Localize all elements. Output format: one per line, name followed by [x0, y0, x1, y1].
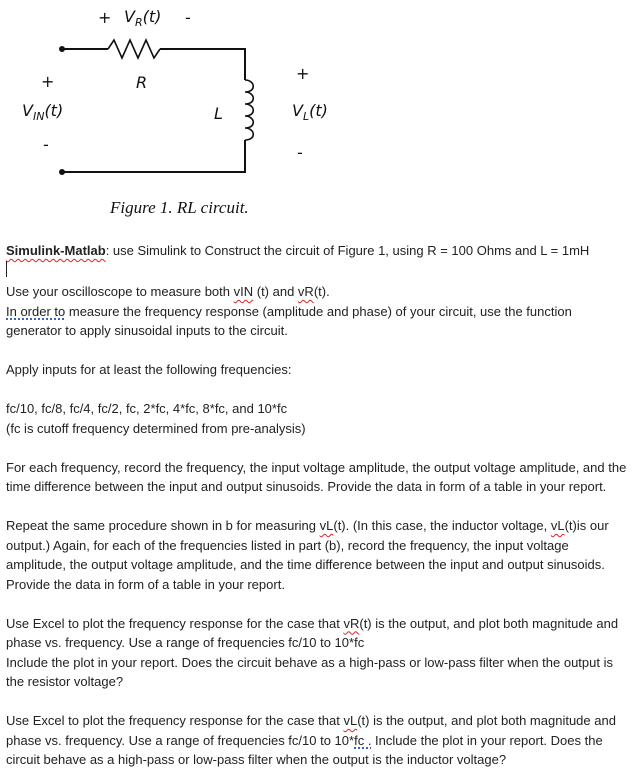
paragraph-apply-inputs: Apply inputs for at least the following frequencies:	[6, 362, 292, 377]
vin-symbol: V	[22, 101, 33, 120]
vl-word-1: vL	[319, 518, 334, 533]
vr-plus-sign: +	[98, 8, 112, 27]
vl-subscript: L	[302, 110, 310, 124]
vl-symbol: V	[292, 101, 303, 120]
paragraph-oscilloscope: Use your oscilloscope to measure both vIN (t) and vR(t).	[6, 284, 330, 299]
fc-word: fc .	[354, 732, 372, 748]
task-heading	[6, 241, 630, 261]
vl-minus-sign: -	[297, 143, 303, 162]
paragraph-record-data: For each frequency, record the frequency, the input voltage amplitude, the output voltage amplitude, and the time difference between the input and output sinusoids. Provide the data in form of a table in your report.	[6, 459, 627, 494]
document-body	[6, 241, 630, 770]
paragraph-frequency-response: In order to measure the frequency response (amplitude and phase) of your circuit, use the function generator to apply sinusoidal inputs to the circuit.	[6, 303, 572, 338]
vl-word-3: vL	[343, 713, 358, 728]
paragraph-excel-vl: Use Excel to plot the frequency response for the case that vL(t) is the output, and plot both magnitude and phase vs. frequency. Use a range of frequencies fc/10 to 10*fc . Include the plot in your report. Does the circuit behave as a high-pass or low-pass filter when the output is the inductor voltage?	[6, 713, 616, 767]
vin-arg: (t)	[44, 101, 64, 120]
vin-minus-sign: -	[43, 135, 49, 154]
rl-circuit-figure	[0, 0, 634, 230]
paragraph-excel-vr: Use Excel to plot the frequency response for the case that vR(t) is the output, and plot both magnitude and phase vs. frequency. Use a range of frequencies fc/10 to 10*fc	[6, 615, 619, 650]
vr-word: vR	[297, 284, 314, 299]
wire-top-right	[160, 49, 245, 80]
resistor-label: R	[136, 73, 148, 92]
inductor-label: L	[214, 104, 223, 123]
vin-label	[22, 101, 63, 123]
vl-label	[292, 101, 328, 123]
frequency-list: fc/10, fc/8, fc/4, fc/2, fc, 2*fc, 4*fc, 8*fc, and 10*fc	[6, 401, 288, 416]
figure-caption: Figure 1. RL circuit.	[110, 198, 249, 217]
vl-word-2: vL	[550, 518, 565, 533]
heading-rest: : use Simulink to Construct the circuit of Figure 1, using R = 100 Ohms and L = 1mH	[105, 243, 590, 258]
terminal-top-left	[59, 46, 65, 52]
vin-word: vIN	[233, 284, 254, 299]
vl-plus-sign: +	[296, 64, 310, 83]
terminal-bottom-left	[59, 169, 65, 175]
vr-arg: (t)	[142, 7, 162, 26]
vl-arg: (t)	[309, 101, 328, 120]
paragraph-excel-vr-question: Include the plot in your report. Does the circuit behave as a high-pass or low-pass filter when the output is the resistor voltage?	[6, 654, 613, 689]
vr-symbol: V	[124, 7, 135, 26]
in-order-to-phrase: In order to	[6, 303, 66, 319]
heading-bold: Simulink-Matlab	[6, 243, 106, 258]
vr-minus-sign: -	[185, 8, 191, 27]
text-cursor-line[interactable]	[6, 261, 630, 283]
resistor-symbol	[108, 40, 160, 58]
inductor-symbol	[245, 80, 253, 140]
fc-note: (fc is cutoff frequency determined from pre-analysis)	[6, 420, 306, 436]
vin-subscript: IN	[32, 110, 45, 124]
vin-plus-sign: +	[41, 72, 55, 91]
vr-label	[124, 7, 161, 29]
text-cursor	[6, 261, 7, 277]
paragraph-repeat-procedure: Repeat the same procedure shown in b for measuring vL(t). (In this case, the inductor voltage, vL(t)is our output.) Again, for each of the frequencies listed in part (b), record the frequency, the input voltage amplitude, the output voltage amplitude, and the time difference between the input and output sinusoids. Provide the data in form of a table in your report.	[6, 518, 609, 592]
vr-subscript: R	[134, 16, 143, 30]
wire-bottom	[62, 140, 245, 172]
vr-word-2: vR	[343, 615, 360, 631]
